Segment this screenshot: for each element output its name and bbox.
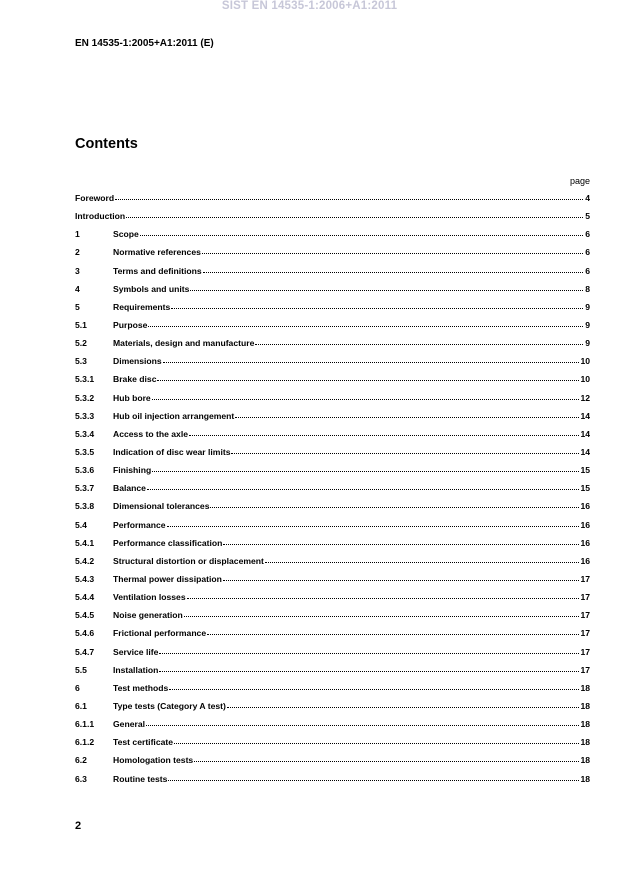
toc-entry-number: 2 (75, 247, 80, 258)
toc-entry-number: 6.3 (75, 773, 87, 784)
toc-entry-title: Normative references (113, 247, 201, 258)
dot-leader (163, 355, 580, 363)
toc-entry-page: 5 (585, 211, 590, 222)
toc-entry-number: 5.3.1 (75, 374, 95, 385)
toc-entry-page: 17 (580, 628, 590, 639)
toc-entry[interactable] (75, 538, 590, 556)
toc-entry[interactable] (75, 592, 590, 610)
toc-entry-title: Structural distortion or displacement (113, 555, 264, 566)
toc-entry-page: 4 (585, 193, 590, 203)
toc-entry-number: 5.3.3 (75, 410, 95, 421)
toc-entry-title: Finishing (113, 465, 152, 476)
dot-leader (189, 428, 579, 436)
toc-entry-title: Symbols and units (113, 283, 190, 294)
toc-entry-page: 17 (580, 592, 590, 603)
toc-entry[interactable] (75, 574, 590, 592)
dot-leader (187, 591, 580, 599)
toc-entry[interactable] (75, 737, 590, 755)
toc-entry-title: Thermal power dissipation (113, 573, 222, 584)
toc-entry-title: Type tests (Category A test) (113, 700, 226, 711)
toc-entry[interactable] (75, 320, 590, 338)
toc-entry-page: 9 (585, 319, 590, 330)
toc-entry[interactable] (75, 393, 590, 411)
toc-entry-page: 6 (585, 265, 590, 276)
dot-leader (152, 392, 580, 400)
toc-entry-page: 18 (580, 737, 590, 748)
dot-leader (148, 319, 583, 327)
toc-entry[interactable] (75, 501, 590, 519)
toc-entry-page: 16 (580, 537, 590, 548)
toc-entry-page: 18 (580, 719, 590, 730)
toc-entry-page: 9 (585, 301, 590, 312)
toc-entry-number: 5.4.4 (75, 592, 95, 603)
toc-entry-number: 5 (75, 301, 80, 312)
toc-entry[interactable] (75, 683, 590, 701)
toc-entry-page: 17 (580, 646, 590, 657)
toc-entry[interactable] (75, 411, 590, 429)
dot-leader (207, 627, 579, 635)
toc-entry-page: 16 (580, 555, 590, 566)
toc-entry-title: Brake disc (113, 374, 157, 385)
toc-entry-title: Test methods (113, 682, 169, 693)
dot-leader (203, 265, 583, 273)
toc-entry-title: Performance (113, 519, 166, 530)
dot-leader (194, 754, 579, 762)
dot-leader (169, 682, 579, 690)
dot-leader (265, 555, 580, 563)
toc-entry-page: 10 (580, 374, 590, 385)
toc-entry-page: 16 (580, 519, 590, 530)
toc-entry-title: Noise generation (113, 610, 183, 621)
toc-entry[interactable] (75, 647, 590, 665)
toc-entry-title: Materials, design and manufacture (113, 338, 255, 349)
toc-entry-title: Requirements (113, 301, 171, 312)
document-identifier: EN 14535-1:2005+A1:2011 (E) (75, 38, 214, 49)
toc-entry-number: 6 (75, 682, 80, 693)
toc-entry-page: 6 (585, 247, 590, 258)
toc-entry[interactable] (75, 266, 590, 284)
toc-entry[interactable] (75, 610, 590, 628)
toc-entry-title: Service life (113, 646, 159, 657)
toc-entry[interactable] (75, 665, 590, 683)
page-column-header: page (569, 176, 590, 186)
toc-entry-number: 5.3 (75, 356, 87, 367)
toc-entry-number: 5.3.7 (75, 483, 95, 494)
toc-entry[interactable] (75, 356, 590, 374)
dot-leader (235, 410, 579, 418)
toc-entry-page: 10 (580, 356, 590, 367)
dot-leader (115, 192, 583, 200)
toc-entry[interactable] (75, 193, 590, 211)
toc-entry[interactable] (75, 520, 590, 538)
toc-entry-title: Scope (113, 229, 139, 240)
dot-leader (202, 246, 583, 254)
dot-leader (168, 773, 579, 781)
toc-entry-number: 5.5 (75, 664, 87, 675)
dot-leader (157, 373, 579, 381)
toc-entry[interactable] (75, 628, 590, 646)
watermark: SIST EN 14535-1:2006+A1:2011 (221, 0, 398, 12)
toc-entry[interactable] (75, 755, 590, 773)
toc-entry-number: 5.4.5 (75, 610, 95, 621)
toc-entry-page: 17 (580, 573, 590, 584)
toc-entry[interactable] (75, 374, 590, 392)
toc-entry-page: 14 (580, 410, 590, 421)
toc-entry-page: 17 (580, 664, 590, 675)
toc-entry-number: 5.1 (75, 319, 87, 330)
toc-entry-number: 3 (75, 265, 80, 276)
toc-entry-number: 5.4 (75, 519, 87, 530)
dot-leader (126, 210, 583, 218)
toc-entry-page: 18 (580, 755, 590, 766)
toc-entry[interactable] (75, 556, 590, 574)
dot-leader (159, 664, 579, 672)
toc-entry[interactable] (75, 429, 590, 447)
toc-entry-number: 5.4.3 (75, 573, 95, 584)
toc-entry[interactable] (75, 338, 590, 356)
toc-entry-number: 1 (75, 229, 80, 240)
toc-entry-title: Hub bore (113, 392, 151, 403)
toc-entry-page: 18 (580, 773, 590, 784)
dot-leader (147, 482, 579, 490)
toc-entry-title: Terms and definitions (113, 265, 202, 276)
dot-leader (167, 519, 580, 527)
toc-entry-title: Foreword (75, 193, 115, 203)
toc-entry-title: General (113, 719, 146, 730)
toc-entry-title: Dimensional tolerances (113, 501, 210, 512)
toc-entry-number: 5.4.1 (75, 537, 95, 548)
toc-entry-title: Indication of disc wear limits (113, 446, 231, 457)
toc-entry-title: Performance classification (113, 537, 223, 548)
dot-leader (140, 228, 583, 236)
toc-entry-title: Routine tests (113, 773, 168, 784)
toc-entry-title: Dimensions (113, 356, 162, 367)
dot-leader (255, 337, 583, 345)
toc-entry-page: 18 (580, 682, 590, 693)
toc-entry-title: Balance (113, 483, 146, 494)
toc-entry[interactable] (75, 247, 590, 265)
toc-entry-title: Hub oil injection arrangement (113, 410, 235, 421)
toc-entry[interactable] (75, 447, 590, 465)
toc-entry-number: 4 (75, 283, 80, 294)
toc-entry-page: 18 (580, 700, 590, 711)
page-number: 2 (75, 820, 82, 832)
toc-entry-number: 5.4.7 (75, 646, 95, 657)
toc-entry[interactable] (75, 229, 590, 247)
toc-entry-number: 5.4.6 (75, 628, 95, 639)
table-of-contents (75, 193, 590, 792)
dot-leader (227, 700, 580, 708)
page-title: Contents (75, 136, 138, 152)
toc-entry[interactable] (75, 701, 590, 719)
toc-entry-page: 9 (585, 338, 590, 349)
toc-entry-page: 14 (580, 428, 590, 439)
toc-entry-title: Homologation tests (113, 755, 194, 766)
dot-leader (159, 646, 579, 654)
toc-entry[interactable] (75, 483, 590, 501)
toc-entry-page: 15 (580, 483, 590, 494)
dot-leader (223, 537, 579, 545)
dot-leader (171, 301, 583, 309)
dot-leader (184, 609, 580, 617)
toc-entry-page: 17 (580, 610, 590, 621)
toc-entry-title: Installation (113, 664, 159, 675)
toc-entry-page: 8 (585, 283, 590, 294)
dot-leader (152, 464, 579, 472)
dot-leader (210, 500, 579, 508)
toc-entry-number: 5.3.8 (75, 501, 95, 512)
toc-entry[interactable] (75, 284, 590, 302)
toc-entry-number: 5.2 (75, 338, 87, 349)
toc-entry[interactable] (75, 774, 590, 792)
toc-entry-number: 6.1.2 (75, 737, 95, 748)
toc-entry-number: 6.2 (75, 755, 87, 766)
toc-entry-title: Access to the axle (113, 428, 188, 439)
toc-entry-number: 6.1.1 (75, 719, 95, 730)
dot-leader (231, 446, 579, 454)
toc-entry-number: 5.4.2 (75, 555, 95, 566)
toc-entry-number: 6.1 (75, 700, 87, 711)
toc-entry-title: Ventilation losses (113, 592, 186, 603)
toc-entry-title: Frictional performance (113, 628, 207, 639)
toc-entry-page: 12 (580, 392, 590, 403)
toc-entry-page: 16 (580, 501, 590, 512)
toc-entry-page: 15 (580, 465, 590, 476)
toc-entry-title: Introduction (75, 211, 126, 222)
toc-entry[interactable] (75, 302, 590, 320)
dot-leader (223, 573, 580, 581)
toc-entry-number: 5.3.6 (75, 465, 95, 476)
dot-leader (146, 718, 579, 726)
toc-entry-number: 5.3.5 (75, 446, 95, 457)
toc-entry[interactable] (75, 465, 590, 483)
dot-leader (190, 283, 583, 291)
toc-entry-page: 6 (585, 229, 590, 240)
dot-leader (174, 736, 579, 744)
toc-entry-title: Purpose (113, 319, 148, 330)
toc-entry[interactable] (75, 719, 590, 737)
toc-entry-number: 5.3.4 (75, 428, 95, 439)
toc-entry-number: 5.3.2 (75, 392, 95, 403)
toc-entry-title: Test certificate (113, 737, 174, 748)
toc-entry[interactable] (75, 211, 590, 229)
toc-entry-page: 14 (580, 446, 590, 457)
